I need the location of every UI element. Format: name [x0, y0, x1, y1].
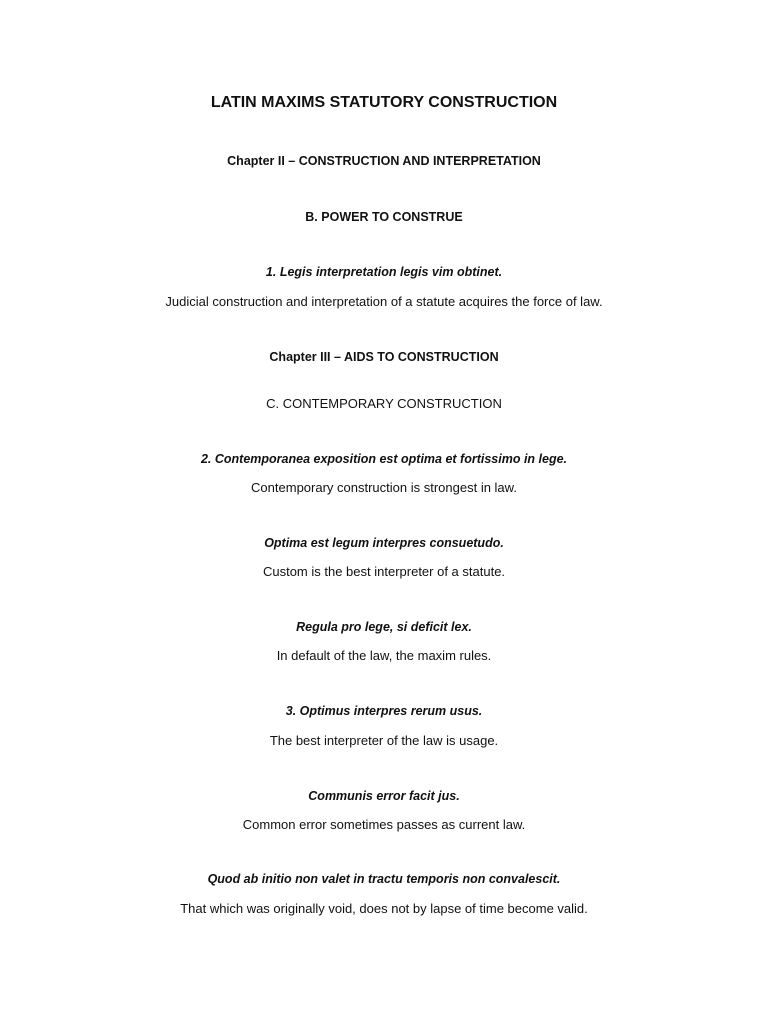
document-title: LATIN MAXIMS STATUTORY CONSTRUCTION [210, 94, 558, 111]
section-heading-b: B. POWER TO CONSTRUE [305, 210, 463, 224]
maxim-meaning-4: In default of the law, the maxim rules. [276, 648, 492, 663]
chapter-heading-iii: Chapter III – AIDS TO CONSTRUCTION [269, 350, 499, 364]
maxim-latin-1: 1. Legis interpretation legis vim obtinet. [265, 265, 503, 279]
section-heading-c: C. CONTEMPORARY CONSTRUCTION [266, 396, 502, 411]
maxim-meaning-7: That which was originally void, does not by lapse of time become valid. [180, 901, 588, 916]
maxim-latin-7: Quod ab initio non valet in tractu temporis non convalescit. [207, 872, 561, 886]
maxim-latin-5: 3. Optimus interpres rerum usus. [285, 704, 483, 718]
maxim-latin-2: 2. Contemporanea exposition est optima et fortissimo in lege. [200, 452, 568, 466]
chapter-heading-ii: Chapter II – CONSTRUCTION AND INTERPRETATION [227, 154, 541, 168]
maxim-latin-6: Communis error facit jus. [308, 789, 460, 803]
maxim-meaning-3: Custom is the best interpreter of a statute. [262, 564, 506, 579]
maxim-latin-3: Optima est legum interpres consuetudo. [264, 536, 504, 550]
maxim-meaning-6: Common error sometimes passes as current law. [242, 817, 526, 832]
maxim-meaning-1: Judicial construction and interpretation of a statute acquires the force of law. [165, 294, 603, 309]
maxim-latin-4: Regula pro lege, si deficit lex. [296, 620, 472, 634]
maxim-meaning-5: The best interpreter of the law is usage. [269, 733, 499, 748]
maxim-meaning-2: Contemporary construction is strongest in law. [251, 480, 517, 495]
